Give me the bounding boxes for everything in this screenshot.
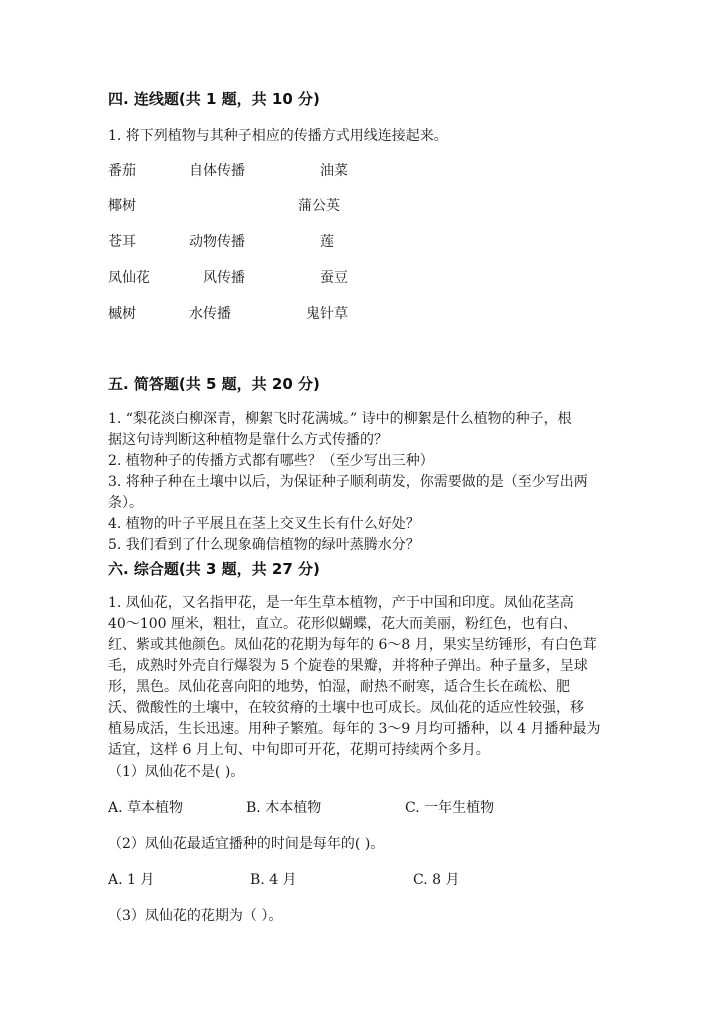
dispersal-method-item: 风传播 — [203, 270, 245, 286]
dispersal-method-item: 动物传播 — [189, 234, 245, 250]
seed-plant-item: 蚕豆 — [320, 270, 348, 286]
option-c: C. 8 月 — [413, 872, 460, 888]
section-4-heading: 四. 连线题(共 1 题，共 10 分) — [108, 90, 320, 108]
question-line: 2. 植物种子的传播方式都有哪些？（至少写出三种） — [108, 453, 434, 469]
sub-question-1: （1）凤仙花不是( )。 — [108, 764, 245, 780]
sub-question-2: （2）凤仙花最适宜播种的时间是每年的( )。 — [108, 836, 385, 852]
seed-plant-item: 油菜 — [320, 163, 348, 179]
section-5-heading: 五. 简答题(共 5 题，共 20 分) — [108, 375, 320, 393]
plant-item: 椰树 — [108, 198, 136, 214]
option-b: B. 木本植物 — [246, 800, 322, 816]
plant-item: 凤仙花 — [108, 270, 150, 286]
question-line: 3. 将种子种在土壤中以后，为保证种子顺利萌发，你需要做的是（至少写出两 — [108, 474, 588, 490]
question-line: 条）。 — [108, 495, 143, 511]
short-answer-questions — [108, 409, 608, 556]
passage-line: 1. 凤仙花，又名指甲花，是一年生草本植物，产于中国和印度。凤仙花茎高 — [108, 595, 574, 611]
option-b: B. 4 月 — [250, 872, 297, 888]
passage-line: 适宜，这样 6 月上旬、中旬即可开花，花期可持续两个多月。 — [108, 742, 490, 758]
passage-line: 毛，成熟时外壳自行爆裂为 5 个旋卷的果瓣，并将种子弹出。种子量多，呈球 — [108, 658, 588, 674]
seed-plant-item: 莲 — [320, 234, 334, 250]
passage-line: 植易成活，生长迅速。用种子繁殖。每年的 3～9 月均可播种，以 4 月播种最为 — [108, 721, 601, 737]
plant-item: 槭树 — [108, 306, 136, 322]
plant-item: 苍耳 — [108, 234, 136, 250]
option-a: A. 1 月 — [108, 872, 155, 888]
plant-item: 番茄 — [108, 163, 136, 179]
seed-plant-item: 蒲公英 — [298, 198, 340, 214]
question-line: 5. 我们看到了什么现象确信植物的绿叶蒸腾水分？ — [108, 537, 420, 553]
passage-line: 形，黑色。凤仙花喜向阳的地势，怕湿，耐热不耐寒，适合生长在疏松、肥 — [108, 679, 570, 695]
dispersal-method-item: 水传播 — [189, 306, 231, 322]
reading-passage — [108, 593, 608, 761]
question-line: 4. 植物的叶子平展且在茎上交叉生长有什么好处？ — [108, 516, 420, 532]
passage-line: 40～100 厘米，粗壮，直立。花形似蝴蝶，花大而美丽，粉红色，也有白、 — [108, 616, 577, 632]
passage-line: 沃、微酸性的土壤中，在较贫瘠的土壤中也可成长。凤仙花的适应性较强，移 — [108, 700, 584, 716]
passage-line: 红、紫或其他颜色。凤仙花的花期为每年的 6～8 月，果实呈纺锤形，有白色茸 — [108, 637, 597, 653]
option-a: A. 草本植物 — [108, 800, 184, 816]
matching-question: 1. 将下列植物与其种子相应的传播方式用线连接起来。 — [108, 128, 448, 144]
section-6-heading: 六. 综合题(共 3 题，共 27 分) — [108, 560, 320, 578]
option-c: C. 一年生植物 — [405, 800, 495, 816]
question-line: 据这句诗判断这种植物是靠什么方式传播的？ — [108, 432, 388, 448]
question-line: 1. “梨花淡白柳深青，柳絮飞时花满城。” 诗中的柳絮是什么植物的种子，根 — [108, 411, 572, 427]
dispersal-method-item: 自体传播 — [189, 163, 245, 179]
sub-question-3: （3）凤仙花的花期为（ ）。 — [108, 908, 283, 924]
seed-plant-item: 鬼针草 — [306, 306, 348, 322]
